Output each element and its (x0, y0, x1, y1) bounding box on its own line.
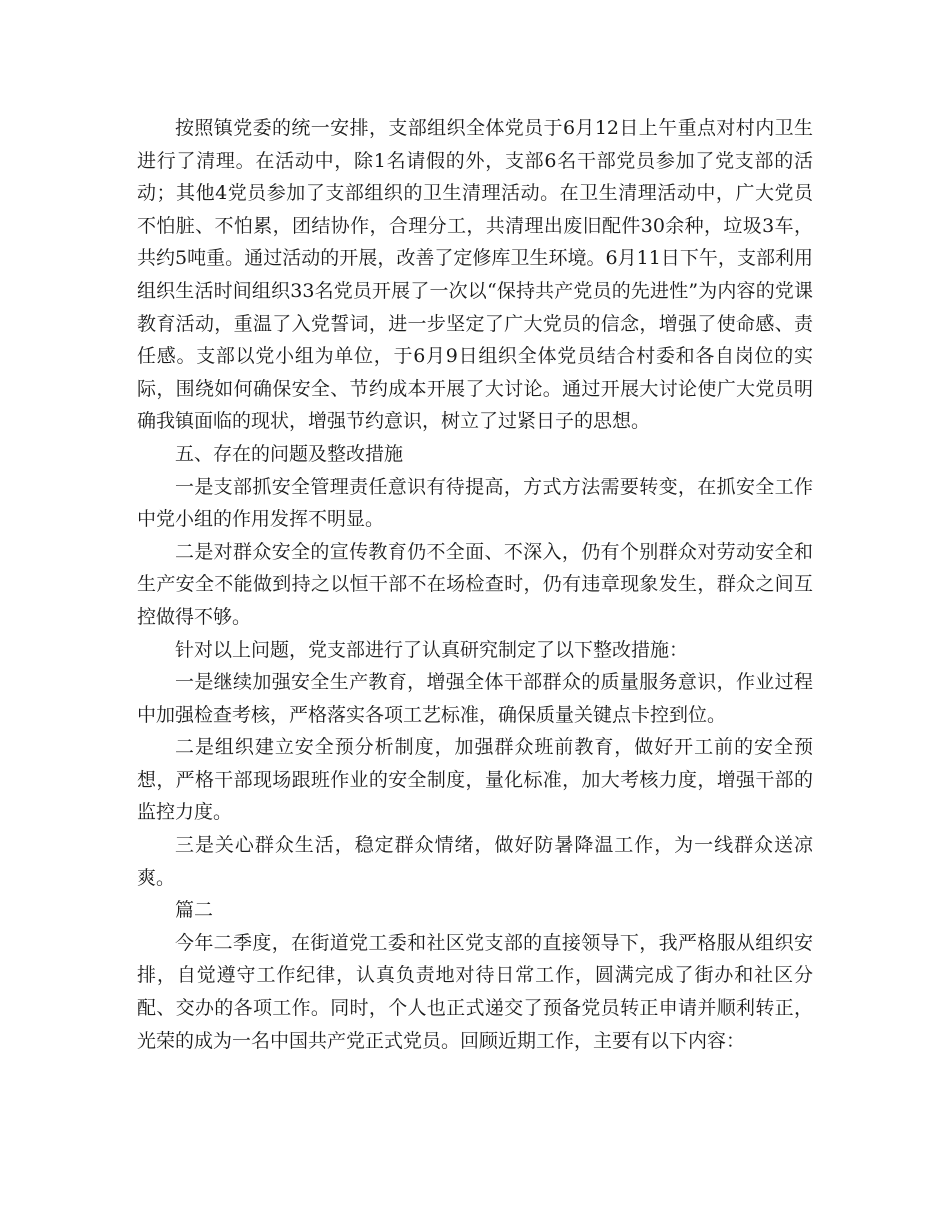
paragraph-problem-2: 二是对群众安全的宣传教育仍不全面、不深入，仍有个别群众对劳动安全和生产安全不能做到持之以恒干部不在场检查时，仍有违章现象发生，群众之间互控做得不够。 (137, 540, 813, 628)
paragraph-measure-3: 三是关心群众生活，稳定群众情绪，做好防暑降温工作，为一线群众送凉爽。 (137, 834, 813, 889)
paragraph-activities: 按照镇党委的统一安排，支部组织全体党员于6月12日上午重点对村内卫生进行了清理。在活动中，除1名请假的外，支部6名干部党员参加了党支部的活动；其他4党员参加了支部组织的卫生清理活动。在卫生清理活动中，广大党员不怕脏、不怕累，团结协作，合理分工，共清理出废旧配件30余种，垃圾3车，共约5吨重。通过活动的开展，改善了定修库卫生环境。6月11日下午，支部利用组织生活时间组织33名党员开展了一次以“保持共产党员的先进性”为内容的党课教育活动，重温了入党誓词，进一步坚定了广大党员的信念，增强了使命感、责任感。支部以党小组为单位，于6月9日组织全体党员结合村委和各自岗位的实际，围绕如何确保安全、节约成本开展了大讨论。通过开展大讨论使广大党员明确我镇面临的现状，增强节约意识，树立了过紧日子的思想。 (137, 117, 813, 433)
section-heading-part-two: 篇二 (175, 899, 214, 922)
paragraph-measures-intro: 针对以上问题，党支部进行了认真研究制定了以下整改措施： (175, 638, 689, 661)
paragraph-measure-1: 一是继续加强安全生产教育，增强全体干部群众的质量服务意识，作业过程中加强检查考核，严格落实各项工艺标准，确保质量关键点卡控到位。 (137, 671, 813, 726)
paragraph-problem-1: 一是支部抓安全管理责任意识有待提高，方式方法需要转变，在抓安全工作中党小组的作用发挥不明显。 (137, 475, 813, 531)
document-body (137, 112, 813, 1057)
paragraph-measure-2: 二是组织建立安全预分析制度，加强群众班前教育，做好开工前的安全预想，严格干部现场跟班作业的安全制度，量化标准，加大考核力度，增强干部的监控力度。 (137, 736, 813, 824)
paragraph-part-two-intro: 今年二季度，在街道党工委和社区党支部的直接领导下，我严格服从组织安排，自觉遵守工作纪律，认真负责地对待日常工作，圆满完成了街办和社区分配、交办的各项工作。同时，个人也正式递交了预备党员转正申请并顺利转正，光荣的成为一名中国共产党正式党员。回顾近期工作，主要有以下内容： (137, 931, 813, 1052)
section-heading-problems: 五、存在的问题及整改措施 (175, 442, 404, 465)
